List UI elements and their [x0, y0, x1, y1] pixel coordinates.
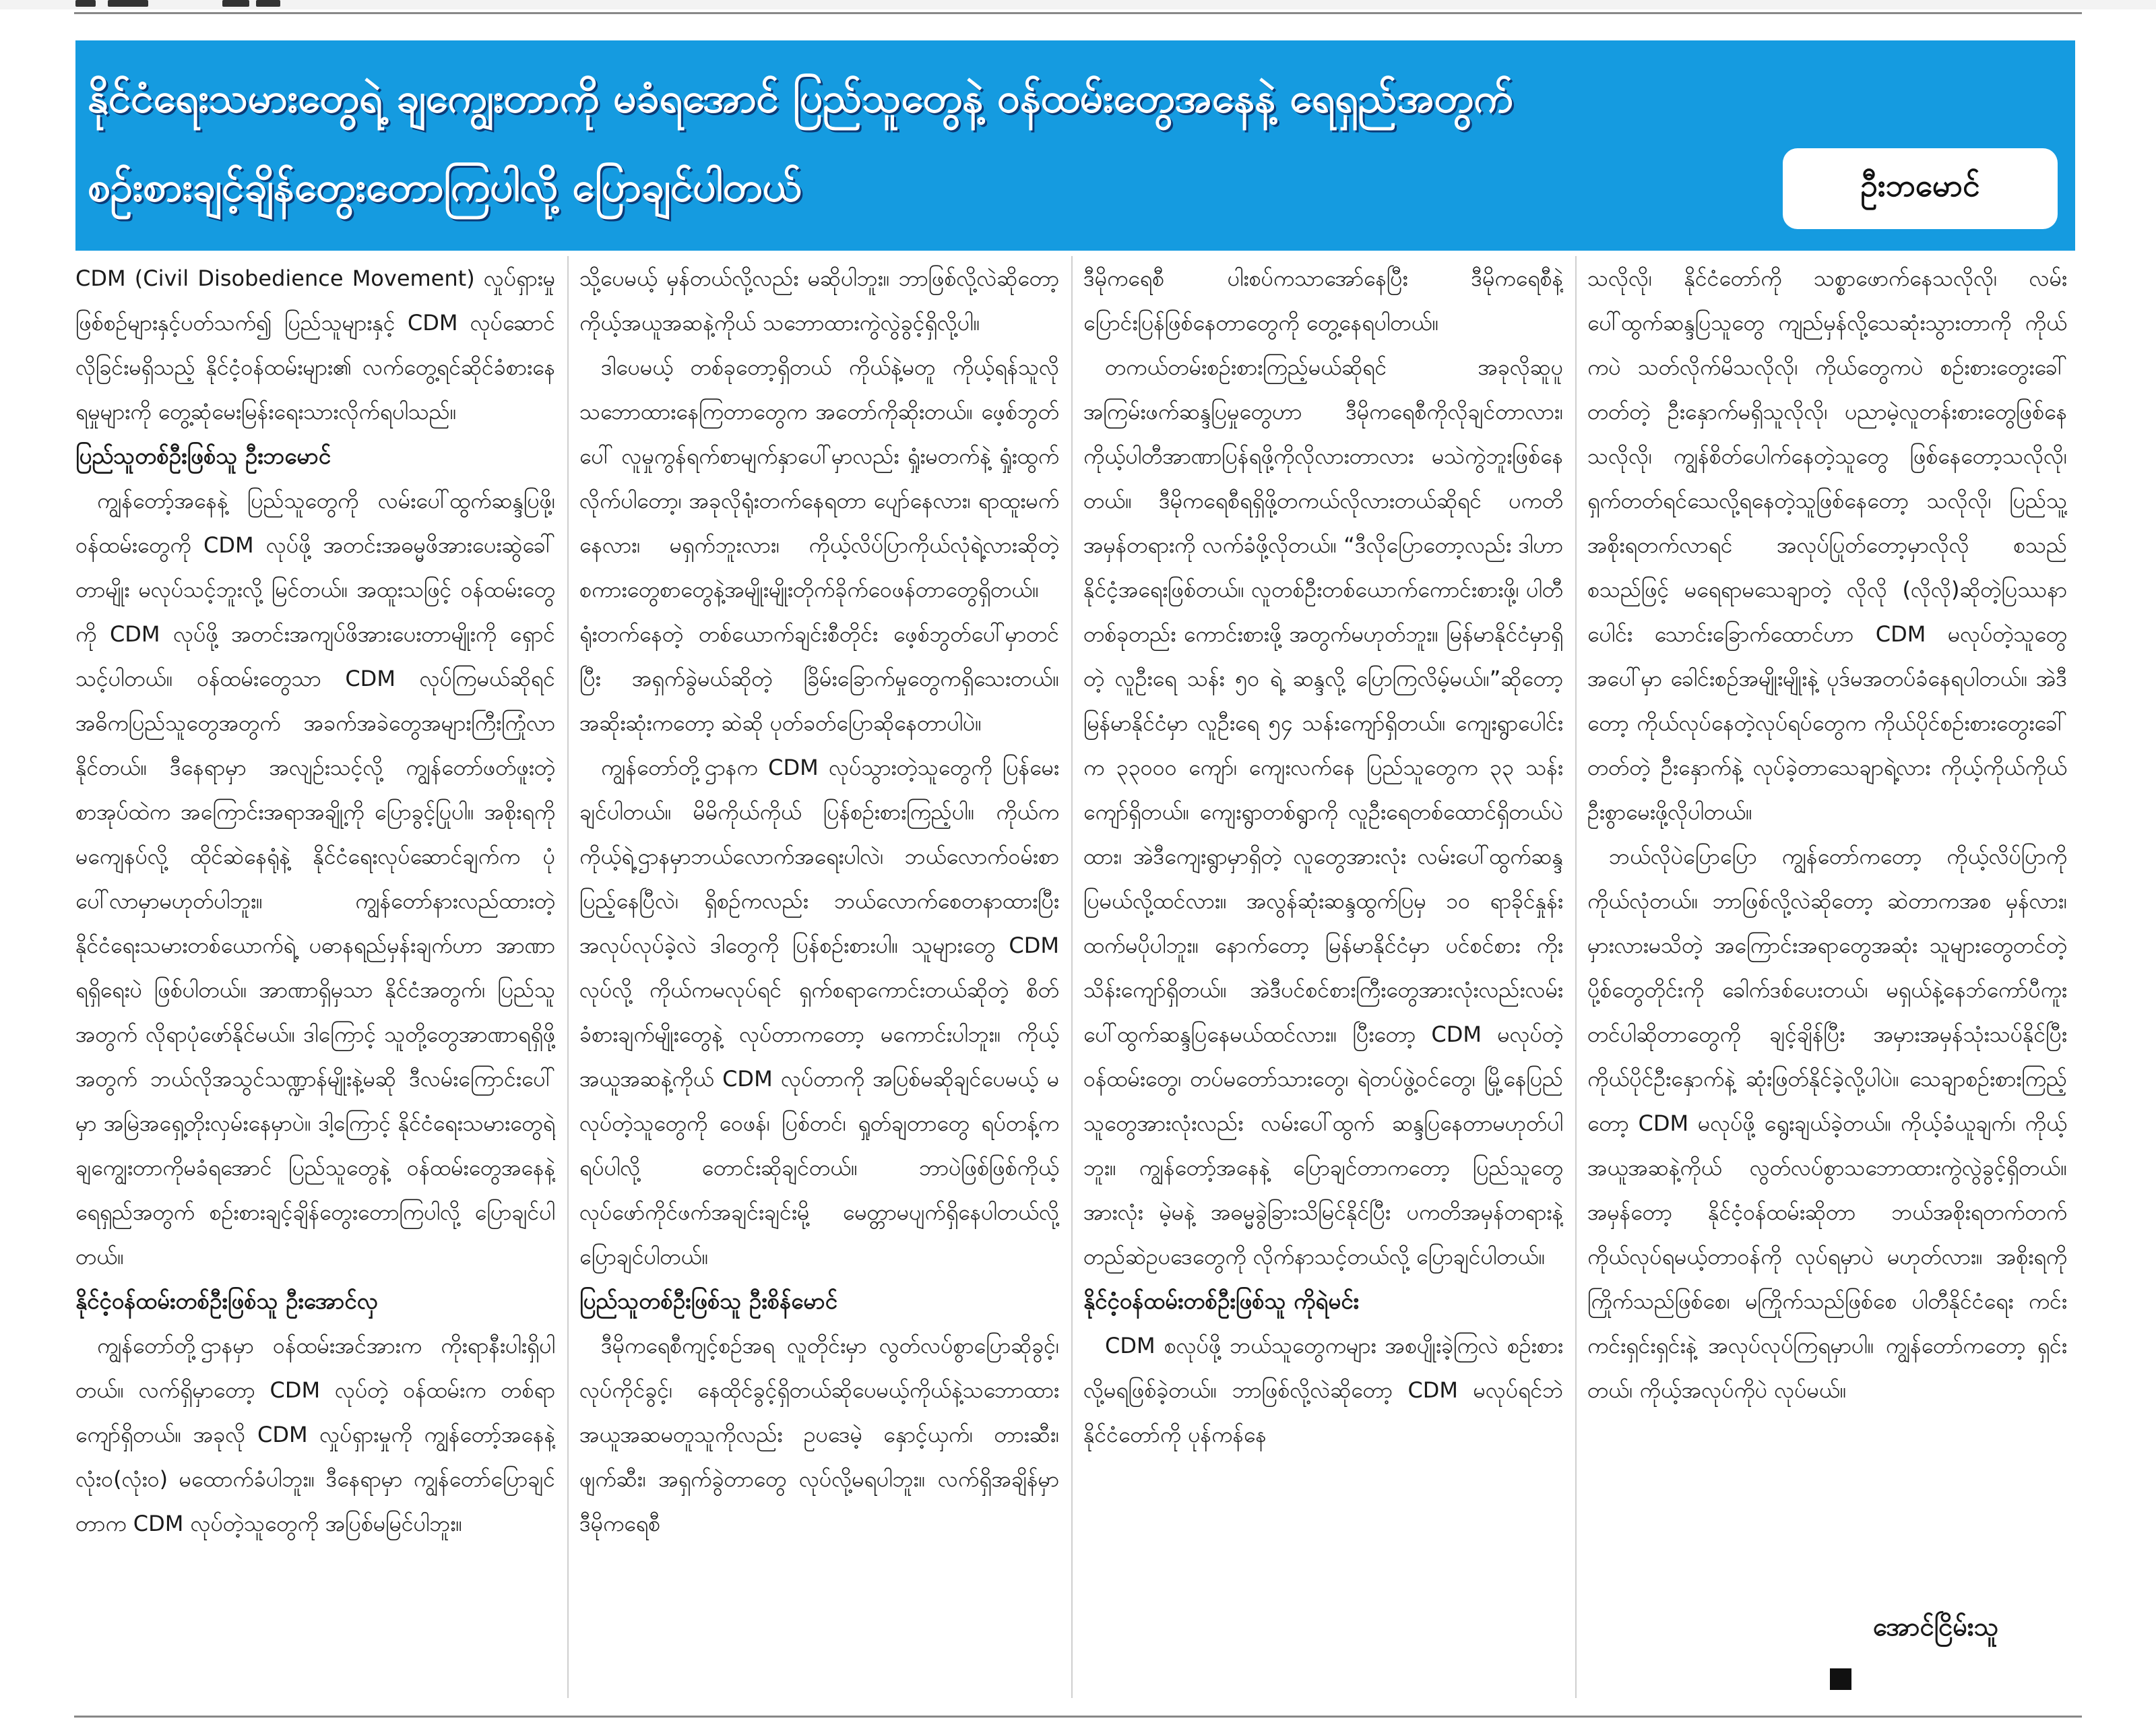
author-byline-box	[1783, 148, 2058, 229]
column-divider	[567, 256, 569, 1698]
headline-line-2: စဉ်းစားချင့်ချိန်တွေးတောကြပါလို့ ပြောချင်ပါတယ်	[88, 164, 802, 211]
section-heading: နိုင်ငံ့ဝန်ထမ်းတစ်ဦးဖြစ်သူ ကိုရဲမင်း	[1083, 1288, 1359, 1314]
paragraph: ကျွန်တော်တို့ဌာနမှာ ဝန်ထမ်းအင်အားက ကိုးရာနီးပါးရှိပါတယ်။ လက်ရှိမှာတော့ CDM လုပ်တဲ့ ဝန်ထမ်းက တစ်ရာကျော်ရှိတယ်။ အခုလို CDM လှုပ်ရှားမှုကို ကျွန်တော့်အနေနဲ့ လုံးဝ(လုံးဝ) မထောက်ခံပါဘူး။ ဒီနေရာမှာ ကျွန်တော်ပြောချင်တာက CDM လုပ်တဲ့သူတွေကို အပြစ်မမြင်ပါဘူး။	[75, 1333, 555, 1536]
article-headline	[88, 54, 2068, 232]
page-header-fragment	[222, 0, 249, 7]
paragraph: ဒီမိုကရေစီကျင့်စဉ်အရ လူတိုင်းမှာ လွတ်လပ်စွာပြောဆိုခွင့်၊ လုပ်ကိုင်ခွင့်၊ နေထိုင်ခွင့်ရှိတယ်ဆိုပေမယ့်ကိုယ်နဲ့သဘောထားအယူအဆမတူသူကိုလည်း ဥပဒေမဲ့ နှောင့်ယှက်၊ တားဆီး၊ ဖျက်ဆီး၊ အရှက်ခွဲတာတွေ လုပ်လို့မရပါဘူး။ လက်ရှိအချိန်မှာ ဒီမိုကရေစီ	[579, 1333, 1059, 1536]
paragraph: CDM စလုပ်ဖို့ ဘယ်သူတွေကများ အစပျိုးခဲ့ကြလဲ စဉ်းစားလို့မရဖြစ်ခဲ့တယ်။ ဘာဖြစ်လို့လဲဆိုတော့ CDM မလုပ်ရင်ဘဲ နိုင်ငံတော်ကို ပုန်ကန်နေ	[1083, 1333, 1563, 1447]
article-column-3	[1083, 256, 1563, 1698]
page-header-fragment	[256, 0, 280, 7]
paragraph: သလိုလို၊ နိုင်ငံတော်ကို သစ္စာဖောက်နေသလိုလို၊ လမ်းပေါ်ထွက်ဆန္ဒပြသူတွေ ကျည်မှန်လို့သေဆုံးသွားတာကို ကိုယ်ကပဲ သတ်လိုက်မိသလိုလို၊ ကိုယ်တွေကပဲ စဉ်းစားတွေးခေါ်တတ်တဲ့ ဦးနှောက်မရှိသူလိုလို၊ ပညာမဲ့လူတန်းစားတွေဖြစ်နေသလိုလို၊ ကျွန်စိတ်ပေါက်နေတဲ့သူတွေ ဖြစ်နေတော့သလိုလို၊ ရှက်တတ်ရင်သေလို့ရနေတဲ့သူဖြစ်နေတော့ သလိုလို၊ ပြည်သူ့အစိုးရတက်လာရင် အလုပ်ပြုတ်တော့မှာလိုလို စသည်စသည်ဖြင့် မရေရာမသေချာတဲ့ လိုလို (လိုလို)ဆိုတဲ့ပြဿနာပေါင်း သောင်းခြောက်ထောင်ဟာ CDM မလုပ်တဲ့သူတွေအပေါ်မှာ ခေါင်းစဉ်အမျိုးမျိုးနဲ့ ပုဒ်မအတပ်ခံနေရပါတယ်။ အဲဒီတော့ ကိုယ်လုပ်နေတဲ့လုပ်ရပ်တွေက ကိုယ်ပိုင်စဉ်းစားတွေးခေါ်တတ်တဲ့ ဦးနှောက်နဲ့ လုပ်ခဲ့တာသေချာရဲ့လား ကိုယ့်ကိုယ်ကိုယ် ဦးစွာမေးဖို့လိုပါတယ်။	[1587, 265, 2067, 825]
headline-line-1: နိုင်ငံရေးသမားတွေရဲ့ ချကျွေးတာကို မခံရအောင် ပြည်သူတွေနဲ့ ဝန်ထမ်းတွေအနေနဲ့ ရေရှည်အတွက်	[88, 75, 1513, 122]
paragraph: ကျွန်တော့်အနေနဲ့ ပြည်သူတွေကို လမ်းပေါ်ထွက်ဆန္ဒပြဖို့၊ ဝန်ထမ်းတွေကို CDM လုပ်ဖို့ အတင်းအဓမ္မဖိအားပေးဆွဲခေါ်တာမျိုး မလုပ်သင့်ဘူးလို့ မြင်တယ်။ အထူးသဖြင့် ဝန်ထမ်းတွေကို CDM လုပ်ဖို့ အတင်းအကျပ်ဖိအားပေးတာမျိုးကို ရှောင်သင့်ပါတယ်။ ဝန်ထမ်းတွေသာ CDM လုပ်ကြမယ်ဆိုရင် အဓိကပြည်သူတွေအတွက် အခက်အခဲတွေအများကြီးကြုံလာနိုင်တယ်။ ဒီနေရာမှာ အလျဉ်းသင့်လို့ ကျွန်တော်ဖတ်ဖူးတဲ့စာအုပ်ထဲက အကြောင်းအရာအချို့ကို ပြောခွင့်ပြုပါ။ အစိုးရကို မကျေနပ်လို့ ထိုင်ဆဲနေရုံနဲ့ နိုင်ငံရေးလုပ်ဆောင်ချက်က ပုံပေါ်လာမှာမဟုတ်ပါဘူး။ ကျွန်တော်နားလည်ထားတဲ့ နိုင်ငံရေးသမားတစ်ယောက်ရဲ့ ပဓာနရည်မှန်းချက်ဟာ အာဏာရရှိရေးပဲ ဖြစ်ပါတယ်။ အာဏာရှိမှသာ နိုင်ငံအတွက်၊ ပြည်သူအတွက် လိုရာပုံဖော်နိုင်မယ်။ ဒါကြောင့် သူတို့တွေအာဏာရရှိဖို့အတွက် ဘယ်လိုအသွင်သဏ္ဍာန်မျိုးနဲ့မဆို ဒီလမ်းကြောင်းပေါ်မှာ အမြဲအရှေ့တိုးလှမ်းနေမှာပဲ။ ဒါ့ကြောင့် နိုင်ငံရေးသမားတွေရဲ့ ချကျွေးတာကိုမခံရအောင် ပြည်သူတွေနဲ့ ဝန်ထမ်းတွေအနေနဲ့ ရေရှည်အတွက် စဉ်းစားချင့်ချိန်တွေးတောကြပါလို့ ပြောချင်ပါတယ်။	[75, 488, 555, 1269]
article-column-1	[75, 256, 555, 1698]
paragraph: ကျွန်တော်တို့ဌာနက CDM လုပ်သွားတဲ့သူတွေကို ပြန်မေးချင်ပါတယ်။ မိမိကိုယ်ကိုယ် ပြန်စဉ်းစားကြည့်ပါ။ ကိုယ်က ကိုယ့်ရဲ့ဌာနမှာဘယ်လောက်အရေးပါလဲ၊ ဘယ်လောက်ဝမ်းစာပြည့်နေပြီလဲ၊ ရှိစဉ်ကလည်း ဘယ်လောက်စေတနာထားပြီး အလုပ်လုပ်ခဲ့လဲ ဒါတွေကို ပြန်စဉ်းစားပါ။ သူများတွေ CDM လုပ်လို့ ကိုယ်ကမလုပ်ရင် ရှက်စရာကောင်းတယ်ဆိုတဲ့ စိတ်ခံစားချက်မျိုးတွေနဲ့ လုပ်တာကတော့ မကောင်းပါဘူး။ ကိုယ့်အယူအဆနဲ့ကိုယ် CDM လုပ်တာကို အပြစ်မဆိုချင်ပေမယ့် မလုပ်တဲ့သူတွေကို ဝေဖန်၊ ပြစ်တင်၊ ရှုတ်ချတာတွေ ရပ်တန့်ကရပ်ပါလို့ တောင်းဆိုချင်တယ်။ ဘာပဲဖြစ်ဖြစ်ကိုယ့်လုပ်ဖော်ကိုင်ဖက်အချင်းချင်းမို့ မေတ္တာမပျက်ရှိနေပါတယ်လို့ ပြောချင်ပါတယ်။	[579, 755, 1059, 1269]
section-heading: ပြည်သူတစ်ဦးဖြစ်သူ ဦးစိန်မောင်	[579, 1288, 837, 1314]
author-byline: ဦးဘမောင်	[1860, 166, 1980, 203]
page-top-strip	[0, 0, 2156, 9]
paragraph: ဘယ်လိုပဲပြောပြော ကျွန်တော်ကတော့ ကိုယ့်လိပ်ပြာကို ကိုယ်လုံတယ်။ ဘာဖြစ်လို့လဲဆိုတော့ ဆဲတာကအစ မှန်လား၊ မှားလားမသိတဲ့ အကြောင်းအရာတွေအဆုံး သူများတွေတင်တဲ့ ပို့စ်တွေတိုင်းကို ခေါက်ဒစ်ပေးတယ်၊ မရှယ်နဲ့နေဘ်ကော်ပီကူးတင်ပါဆိုတာတွေကို ချင့်ချိန်ပြီး အမှားအမှန်သုံးသပ်နိုင်ပြီး ကိုယ်ပိုင်ဦးနှောက်နဲ့ ဆုံးဖြတ်နိုင်ခဲ့လို့ပါပဲ။ သေချာစဉ်းစားကြည့်တော့ CDM မလုပ်ဖို့ ရွေးချယ်ခဲ့တယ်။ ကိုယ့်ခံယူချက်၊ ကိုယ့်အယူအဆနဲ့ကိုယ် လွတ်လပ်စွာသဘောထားကွဲလွဲခွင့်ရှိတယ်။ အမှန်တော့ နိုင်ငံ့ဝန်ထမ်းဆိုတာ ဘယ်အစိုးရတက်တက် ကိုယ်လုပ်ရမယ့်တာဝန်ကို လုပ်ရမှာပဲ မဟုတ်လား။ အစိုးရကို ကြိုက်သည်ဖြစ်စေ၊ မကြိုက်သည်ဖြစ်စေ ပါတီနိုင်ငံရေး ကင်းကင်းရှင်းရှင်းနဲ့ အလုပ်လုပ်ကြရမှာပါ။ ကျွန်တော်ကတော့ ရှင်းတယ်၊ ကိုယ့်အလုပ်ကိုပဲ လုပ်မယ်။	[1587, 844, 2067, 1403]
top-rule	[74, 12, 2082, 14]
article-column-4	[1587, 256, 2067, 1698]
paragraph: တကယ်တမ်းစဉ်းစားကြည့်မယ်ဆိုရင် အခုလိုဆူပူအကြမ်းဖက်ဆန္ဒပြမှုတွေဟာ ဒီမိုကရေစီကိုလိုချင်တာလား၊ ကိုယ့်ပါတီအာဏာပြန်ရဖို့ကိုလိုလားတာလား မသဲကွဲဘူးဖြစ်နေတယ်။ ဒီမိုကရေစီရရှိဖို့တကယ်လိုလားတယ်ဆိုရင် ပကတိအမှန်တရားကို လက်ခံဖို့လိုတယ်။ “ဒီလိုပြောတော့လည်း ဒါဟာ နိုင်ငံ့အရေးဖြစ်တယ်။ လူတစ်ဦးတစ်ယောက်ကောင်းစားဖို့၊ ပါတီတစ်ခုတည်း ကောင်းစားဖို့ အတွက်မဟုတ်ဘူး။ မြန်မာနိုင်ငံမှာရှိတဲ့ လူဦးရေ သန်း ၅၀ ရဲ့ ဆန္ဒလို့ ပြောကြလိမ့်မယ်။”ဆိုတော့ မြန်မာနိုင်ငံမှာ လူဦးရေ ၅၄ သန်းကျော်ရှိတယ်။ ကျေးရွာပေါင်းက ၃၃၀၀၀ ကျော်၊ ကျေးလက်နေ ပြည်သူတွေက ၃၃ သန်းကျော်ရှိတယ်။ ကျေးရွာတစ်ရွာကို လူဦးရေတစ်ထောင်ရှိတယ်ပဲထား၊ အဲဒီကျေးရွာမှာရှိတဲ့ လူတွေအားလုံး လမ်းပေါ်ထွက်ဆန္ဒပြမယ်လို့ထင်လား။ အလွန်ဆုံးဆန္ဒထွက်ပြမှ ၁၀ ရာခိုင်နှုန်းထက်မပိုပါဘူး။ နောက်တော့ မြန်မာနိုင်ငံမှာ ပင်စင်စား ကိုးသိန်းကျော်ရှိတယ်။ အဲဒီပင်စင်စားကြီးတွေအားလုံးလည်းလမ်းပေါ်ထွက်ဆန္ဒပြနေမယ်ထင်လား။ ပြီးတော့ CDM မလုပ်တဲ့ ဝန်ထမ်းတွေ၊ တပ်မတော်သားတွေ၊ ရဲတပ်ဖွဲ့ဝင်တွေ၊ မြို့နေပြည်သူတွေအားလုံးလည်း လမ်းပေါ်ထွက် ဆန္ဒပြနေတာမဟုတ်ပါဘူး။ ကျွန်တော့်အနေနဲ့ ပြောချင်တာကတော့ ပြည်သူတွေအားလုံး မဲ့မနဲ့ အဓမ္မခွဲခြားသိမြင်နိုင်ပြီး ပကတိအမှန်တရားနဲ့ တည်ဆဲဥပဒေတွေကို လိုက်နာသင့်တယ်လို့ ပြောချင်ပါတယ်။	[1083, 354, 1563, 1269]
section-heading: ပြည်သူတစ်ဦးဖြစ်သူ ဦးဘမောင်	[75, 443, 331, 469]
paragraph: သို့ပေမယ့် မှန်တယ်လို့လည်း မဆိုပါဘူး။ ဘာဖြစ်လို့လဲဆိုတော့ ကိုယ့်အယူအဆနဲ့ကိုယ် သဘောထားကွဲလွဲခွင့်ရှိလို့ပါ။	[579, 265, 1059, 336]
page-header-fragment	[108, 0, 148, 7]
paragraph: CDM (Civil Disobedience Movement) လှုပ်ရှားမှုဖြစ်စဉ်များနှင့်ပတ်သက်၍ ပြည်သူများနှင့် CDM လုပ်ဆောင်လိုခြင်းမရှိသည့် နိုင်ငံ့ဝန်ထမ်းများ၏ လက်တွေ့ရင်ဆိုင်ခံစားနေရမှုများကို တွေ့ဆုံမေးမြန်းရေးသားလိုက်ရပါသည်။	[75, 265, 555, 425]
paragraph: ဒါပေမယ့် တစ်ခုတော့ရှိတယ် ကိုယ်နဲ့မတူ ကိုယ့်ရန်သူလို သဘောထားနေကြတာတွေက အတော်ကိုဆိုးတယ်။ ဖေ့စ်ဘွတ်ပေါ် လူမှုကွန်ရက်စာမျက်နှာပေါ်မှာလည်း ရှုံးမတက်နဲ့ ရှုံးထွက်လိုက်ပါတော့၊ အခုလိုရုံးတက်နေရတာ ပျော်နေလား၊ ရာထူးမက်နေလား၊ မရှက်ဘူးလား၊ ကိုယ့်လိပ်ပြာကိုယ်လုံရဲ့လားဆိုတဲ့စကားတွေစာတွေနဲ့အမျိုးမျိုးတိုက်ခိုက်ဝေဖန်တာတွေရှိတယ်။ ရုံးတက်နေတဲ့ တစ်ယောက်ချင်းစီတိုင်း ဖေ့စ်ဘွတ်ပေါ်မှာတင်ပြီး အရှက်ခွဲမယ်ဆိုတဲ့ ခြိမ်းခြောက်မှုတွေကရှိသေးတယ်။ အဆိုးဆုံးကတော့ ဆဲဆို ပုတ်ခတ်ပြောဆိုနေတာပါပဲ။	[579, 354, 1059, 736]
paragraph: ဒီမိုကရေစီ ပါးစပ်ကသာအော်နေပြီး ဒီမိုကရေစီနဲ့ ပြောင်းပြန်ဖြစ်နေတာတွေကို တွေ့နေရပါတယ်။	[1083, 265, 1563, 336]
end-of-article-mark	[1830, 1668, 1851, 1690]
column-divider	[1575, 256, 1577, 1698]
column-divider	[1071, 256, 1073, 1698]
bottom-rule	[74, 1716, 2082, 1718]
article-column-2	[579, 256, 1059, 1698]
article-body	[75, 256, 2075, 1698]
section-heading: နိုင်ငံ့ဝန်ထမ်းတစ်ဦးဖြစ်သူ ဦးအောင်လှ	[75, 1288, 378, 1314]
headline-banner	[75, 40, 2075, 251]
page-header-fragment	[75, 0, 96, 7]
signature: အောင်ငြိမ်းသူ	[1873, 1612, 1999, 1641]
